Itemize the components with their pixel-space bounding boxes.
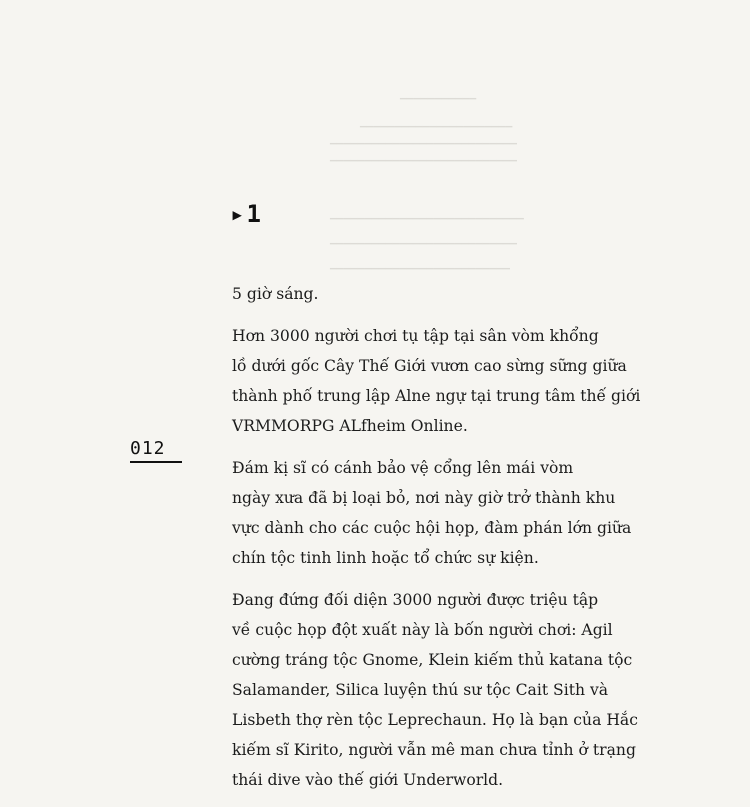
text-line: thành phố trung lập Alne ngự tại trung tâm thế giới (232, 387, 641, 405)
text-line: chín tộc tinh linh hoặc tổ chức sự kiện. (232, 549, 539, 567)
show-through-decoration: ▁▁▁▁▁▁▁▁▁▁▁▁▁▁▁▁▁▁▁▁▁▁▁▁▁▁▁▁ (330, 210, 524, 220)
show-through-decoration: ▁▁▁▁▁▁▁▁▁▁▁▁▁▁▁▁▁▁▁▁▁▁▁▁▁▁ (330, 260, 510, 270)
paragraph (232, 585, 638, 795)
show-through-decoration: ▁▁▁▁▁▁▁▁▁▁▁ (400, 90, 477, 100)
text-line: kiếm sĩ Kirito, người vẫn mê man chưa tỉnh ở trạng (232, 741, 636, 759)
body-text (232, 279, 641, 807)
text-line: lồ dưới gốc Cây Thế Giới vươn cao sừng sững giữa (232, 357, 627, 375)
paragraph (232, 279, 632, 309)
show-through-decoration: ▁▁▁▁▁▁▁▁▁▁▁▁▁▁▁▁▁▁▁▁▁▁▁▁▁▁▁ (330, 152, 517, 162)
paragraph (232, 321, 641, 441)
show-through-decoration: ▁▁▁▁▁▁▁▁▁▁▁▁▁▁▁▁▁▁▁▁▁▁ (360, 118, 513, 128)
text-line: ngày xưa đã bị loại bỏ, nơi này giờ trở thành khu (232, 489, 616, 507)
text-line: Hơn 3000 người chơi tụ tập tại sân vòm khổng (232, 327, 599, 345)
text-line: thái dive vào thế giới Underworld. (232, 771, 504, 789)
page-number-underline (130, 461, 182, 463)
paragraph (232, 453, 632, 573)
chapter-marker: ▸1 (230, 200, 263, 228)
show-through-decoration: ▁▁▁▁▁▁▁▁▁▁▁▁▁▁▁▁▁▁▁▁▁▁▁▁▁▁▁ (330, 235, 517, 245)
page-number: 012 (130, 438, 166, 459)
text-line: về cuộc họp đột xuất này là bốn người chơi: Agil (232, 621, 613, 639)
text-line: Đám kị sĩ có cánh bảo vệ cổng lên mái vòm (232, 459, 574, 477)
show-through-decoration: ▁▁▁▁▁▁▁▁▁▁▁▁▁▁▁▁▁▁▁▁▁▁▁▁▁▁▁ (330, 135, 517, 145)
text-line: Đang đứng đối diện 3000 người được triệu tập (232, 591, 599, 609)
text-line: cường tráng tộc Gnome, Klein kiếm thủ katana tộc (232, 651, 633, 669)
text-line: VRMMORPG ALfheim Online. (232, 417, 468, 435)
text-line: vực dành cho các cuộc hội họp, đàm phán lớn giữa (232, 519, 632, 537)
text-line: Lisbeth thợ rèn tộc Leprechaun. Họ là bạn của Hắc (232, 711, 638, 729)
text-line: Salamander, Silica luyện thú sư tộc Cait Sith và (232, 681, 609, 699)
text-line: 5 giờ sáng. (232, 285, 319, 303)
